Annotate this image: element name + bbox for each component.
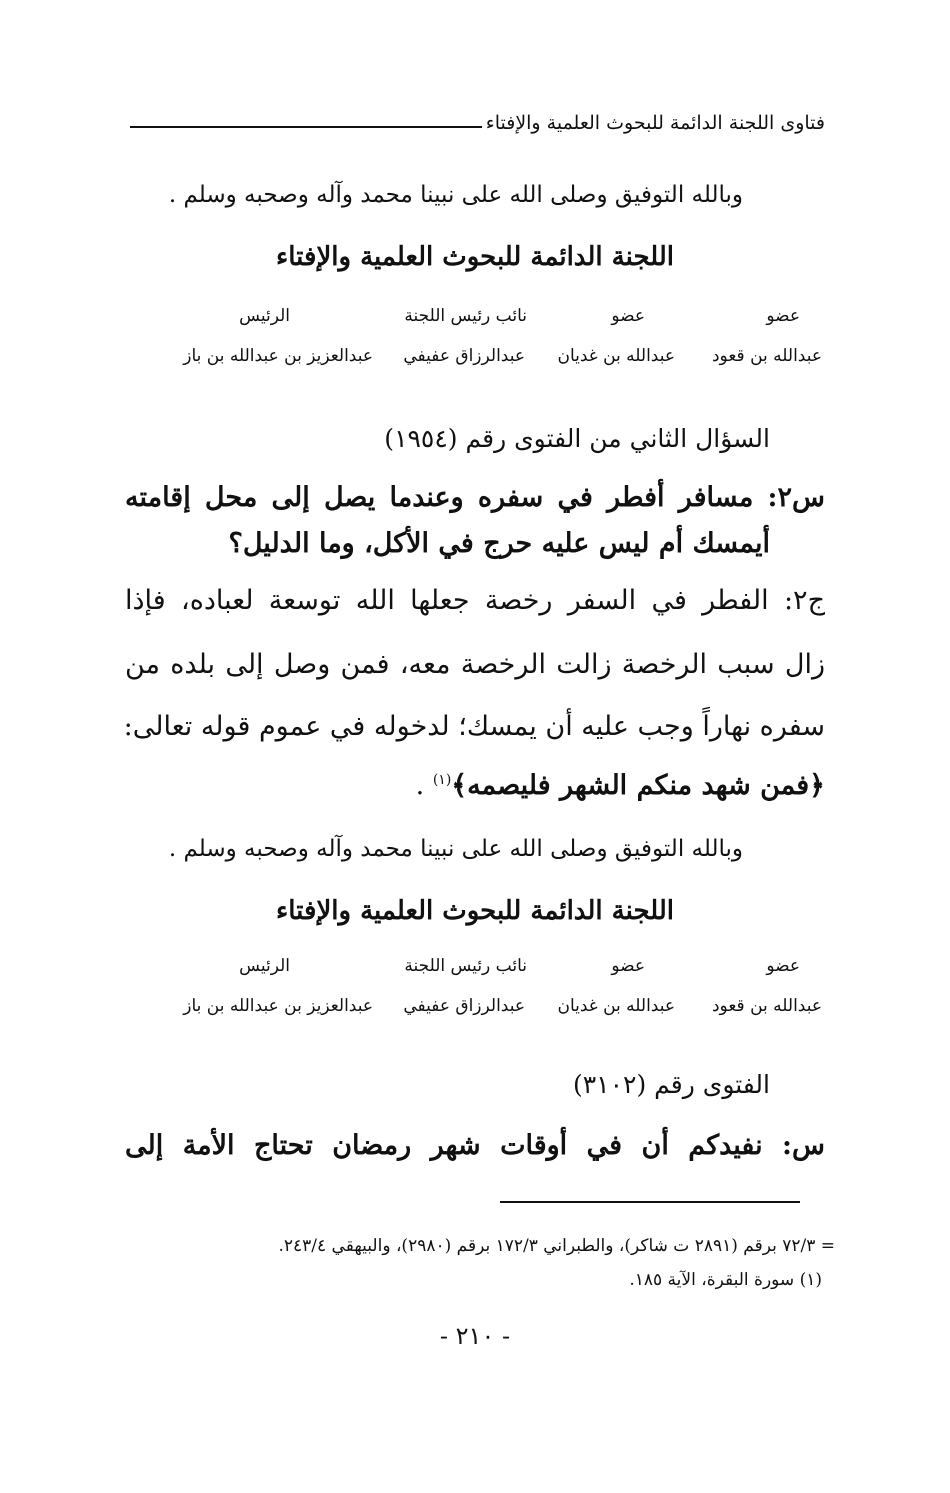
role-deputy: نائب رئيس اللجنة bbox=[404, 306, 527, 326]
closing-formula-1: وبالله التوفيق وصلى الله على نبينا محمد وآله وصحبه وسلم . bbox=[168, 182, 743, 208]
signatory-name-2: عبدالله بن غديان bbox=[557, 346, 675, 366]
role-chairman: الرئيس bbox=[239, 306, 290, 326]
question-line-2: أيمسك أم ليس عليه حرج في الأكل، وما الدليل؟ bbox=[228, 528, 770, 559]
answer-line-3: سفره نهاراً وجب عليه أن يمسك؛ لدخوله في عموم قوله تعالى: bbox=[123, 711, 825, 742]
footnote-1: (١) سورة البقرة، الآية ١٨٥. bbox=[629, 1270, 822, 1290]
running-header-title: فتاوى اللجنة الدائمة للبحوث العلمية والإفتاء bbox=[485, 112, 825, 134]
signatory-name-4b: عبدالعزيز بن عبدالله بن باز bbox=[183, 996, 373, 1016]
closing-formula-2: وبالله التوفيق وصلى الله على نبينا محمد وآله وصحبه وسلم . bbox=[168, 836, 743, 862]
signatory-name-1: عبدالله بن قعود bbox=[711, 346, 822, 366]
question-reference: السؤال الثاني من الفتوى رقم (١٩٥٤) bbox=[384, 424, 770, 453]
fatwa-question-line-1: س: نفيدكم أن في أوقات شهر رمضان تحتاج الأمة إلى bbox=[125, 1130, 825, 1161]
question-line-1: س٢: مسافر أفطر في سفره وعندما يصل إلى محل إقامته bbox=[125, 482, 825, 513]
role-member-1b: عضو bbox=[766, 956, 800, 976]
role-member-2b: عضو bbox=[611, 956, 645, 976]
quran-verse: ﴿فمن شهد منكم الشهر فليصمه﴾ bbox=[451, 770, 825, 801]
signatory-name-3b: عبدالرزاق عفيفي bbox=[403, 996, 525, 1016]
role-deputy-b: نائب رئيس اللجنة bbox=[404, 956, 527, 976]
fatwa-reference: الفتوى رقم (٣١٠٢) bbox=[572, 1070, 770, 1099]
answer-line-2: زال سبب الرخصة زالت الرخصة معه، فمن وصل إلى بلده من bbox=[125, 649, 825, 680]
footnote-marker: (١) bbox=[432, 772, 452, 788]
footnote-rule bbox=[500, 1201, 800, 1203]
header-rule bbox=[130, 126, 482, 128]
answer-line-1: ج٢: الفطر في السفر رخصة جعلها الله توسعة لعباده، فإذا bbox=[125, 585, 825, 616]
signatory-name-2b: عبدالله بن غديان bbox=[557, 996, 675, 1016]
page-number: - ٢١٠ - bbox=[439, 1322, 511, 1350]
signatory-name-3: عبدالرزاق عفيفي bbox=[403, 346, 525, 366]
role-member-2: عضو bbox=[611, 306, 645, 326]
committee-title-2: اللجنة الدائمة للبحوث العلمية والإفتاء bbox=[276, 896, 674, 926]
verse-period: . bbox=[415, 770, 425, 801]
committee-title-1: اللجنة الدائمة للبحوث العلمية والإفتاء bbox=[276, 242, 674, 272]
signatory-name-4: عبدالعزيز بن عبدالله بن باز bbox=[183, 346, 373, 366]
signatory-name-1b: عبدالله بن قعود bbox=[711, 996, 822, 1016]
role-member-1: عضو bbox=[766, 306, 800, 326]
role-chairman-b: الرئيس bbox=[239, 956, 290, 976]
verse-line bbox=[416, 770, 825, 801]
footnote-continued: = ٧٢/٣ برقم (٢٨٩١ ت شاكر)، والطبراني ١٧٢/٣ برقم (٢٩٨٠)، والبيهقي ٢٤٣/٤. bbox=[278, 1236, 835, 1256]
